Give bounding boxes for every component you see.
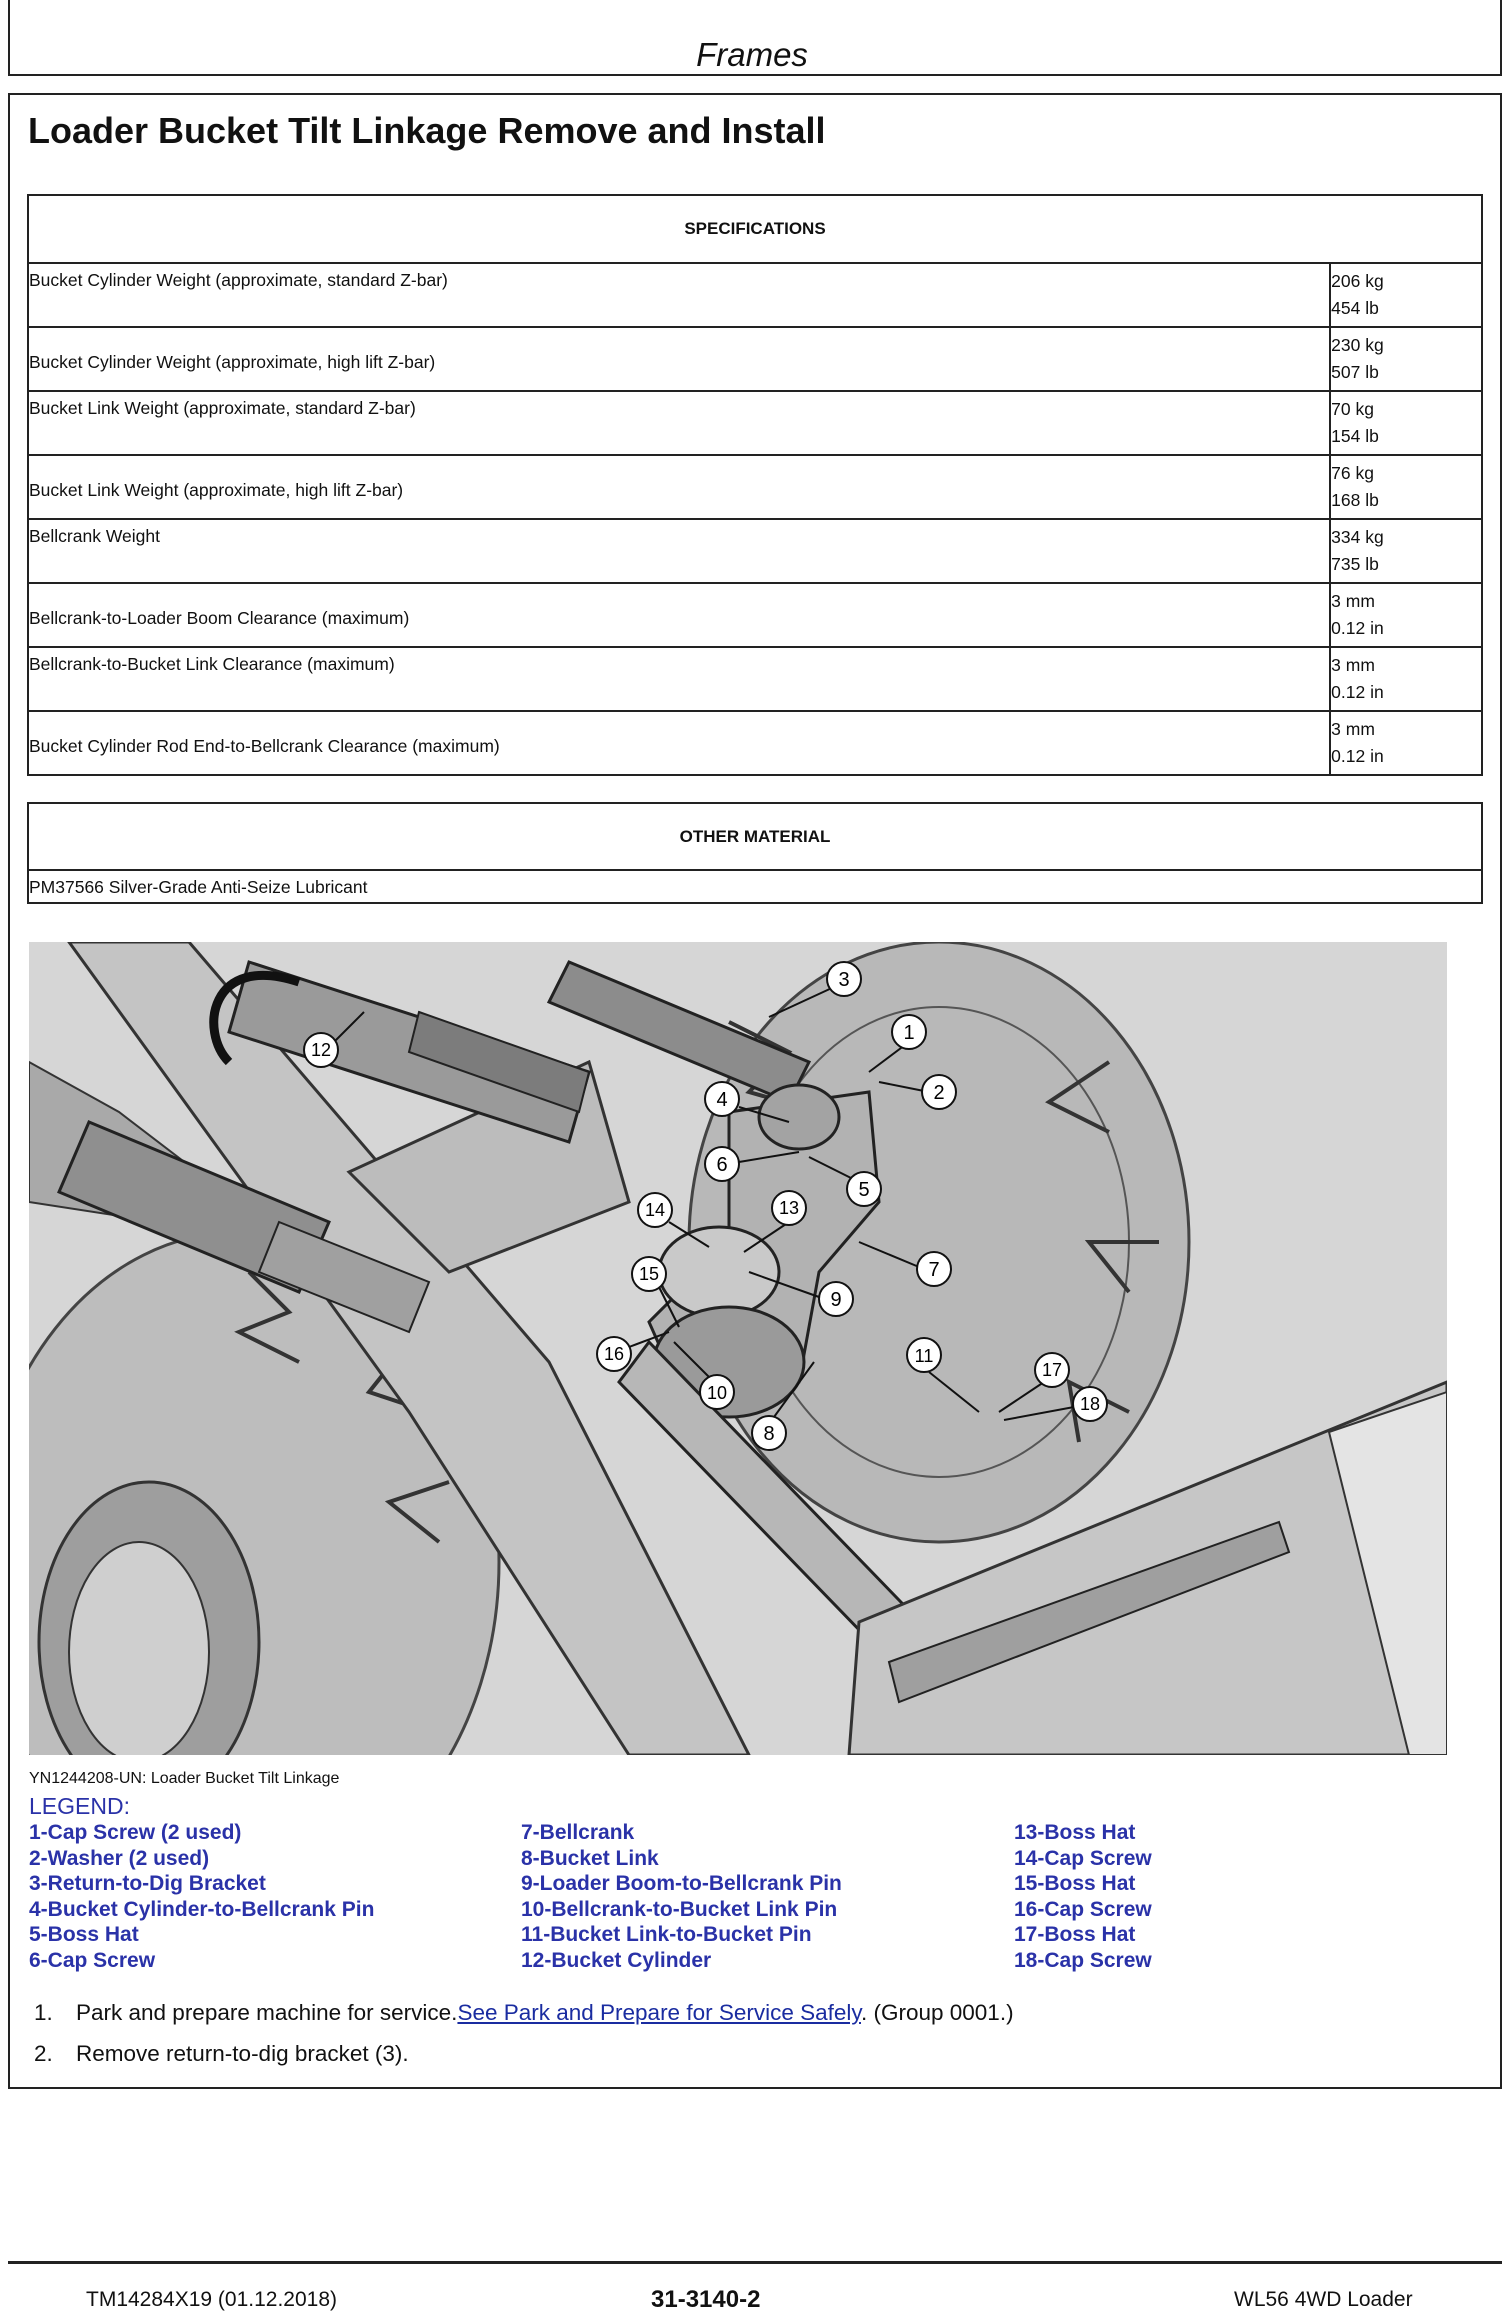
legend-item: 6-Cap Screw: [29, 1948, 156, 1972]
other-material-item: PM37566 Silver-Grade Anti-Seize Lubricant: [28, 870, 1482, 903]
specifications-heading: SPECIFICATIONS: [28, 195, 1482, 263]
spec-label: Bellcrank-to-Bucket Link Clearance (maximum): [28, 647, 1330, 711]
callout-label-13: 13: [778, 1198, 800, 1218]
callout-label-14: 14: [644, 1200, 666, 1220]
spec-label: Bucket Cylinder Weight (approximate, high lift Z-bar): [28, 327, 1330, 391]
callout-label-12: 12: [310, 1040, 332, 1060]
linkage-drawing: [29, 942, 1447, 1755]
legend-column-3: [1014, 1820, 1152, 1974]
legend-item: 16-Cap Screw: [1014, 1897, 1152, 1921]
callout-label-7: 7: [928, 1259, 940, 1281]
spec-imperial: 0.12 in: [1331, 618, 1384, 638]
callout-label-5: 5: [858, 1179, 870, 1201]
other-material-table: [27, 802, 1483, 904]
figure-caption: YN1244208-UN: Loader Bucket Tilt Linkage: [29, 1770, 340, 1787]
legend-item: 11-Bucket Link-to-Bucket Pin: [521, 1923, 812, 1947]
spec-metric: 3 mm: [1331, 591, 1375, 611]
spec-imperial: 154 lb: [1331, 426, 1379, 446]
legend-item: 18-Cap Screw: [1014, 1948, 1152, 1972]
section-title: Frames: [696, 36, 808, 73]
linkage-illustration: [29, 942, 1447, 1755]
spec-imperial: 0.12 in: [1331, 682, 1384, 702]
spec-label: Bucket Link Weight (approximate, standard Z-bar): [28, 391, 1330, 455]
spec-metric: 334 kg: [1331, 527, 1384, 547]
spec-imperial: 735 lb: [1331, 554, 1379, 574]
legend-item: 12-Bucket Cylinder: [521, 1948, 712, 1972]
spec-value: [1330, 519, 1482, 583]
legend-item: 17-Boss Hat: [1014, 1923, 1136, 1947]
callout-label-15: 15: [638, 1264, 660, 1284]
specifications-table: [27, 194, 1483, 776]
legend-item: 5-Boss Hat: [29, 1923, 139, 1947]
park-and-prepare-link[interactable]: See Park and Prepare for Service Safely: [457, 2000, 861, 2025]
callout-label-4: 4: [716, 1089, 728, 1111]
spec-value: [1330, 263, 1482, 327]
footer-model: WL56 4WD Loader: [1234, 2288, 1413, 2311]
spec-imperial: 168 lb: [1331, 490, 1379, 510]
spec-imperial: 507 lb: [1331, 362, 1379, 382]
spec-label: Bellcrank Weight: [28, 519, 1330, 583]
spec-row: [28, 391, 1482, 455]
step-number: 2.: [34, 2041, 53, 2066]
legend-item: 2-Washer (2 used): [29, 1846, 210, 1870]
footer-page-number: 31-3140-2: [651, 2286, 761, 2313]
legend-item: 3-Return-to-Dig Bracket: [29, 1872, 266, 1896]
spec-label: Bellcrank-to-Loader Boom Clearance (maximum): [28, 583, 1330, 647]
spec-label: Bucket Cylinder Weight (approximate, standard Z-bar): [28, 263, 1330, 327]
spec-metric: 206 kg: [1331, 271, 1384, 291]
step-number: 1.: [34, 2000, 53, 2025]
legend-item: 10-Bellcrank-to-Bucket Link Pin: [521, 1897, 838, 1921]
legend-column-1: [29, 1820, 374, 1974]
step-text-after: . (Group 0001.): [860, 2000, 1014, 2025]
legend-item: 4-Bucket Cylinder-to-Bellcrank Pin: [29, 1897, 375, 1921]
callout-label-9: 9: [830, 1289, 842, 1311]
step-text: Park and prepare machine for service.: [76, 2000, 458, 2025]
footer-divider: [8, 2261, 1502, 2264]
spec-value: [1330, 391, 1482, 455]
step-2: [34, 2041, 1014, 2082]
legend-item: 7-Bellcrank: [521, 1821, 635, 1844]
legend-title: LEGEND:: [29, 1793, 130, 1819]
spec-imperial: 0.12 in: [1331, 746, 1384, 766]
legend-item: 14-Cap Screw: [1014, 1846, 1152, 1870]
spec-row: [28, 647, 1482, 711]
spec-value: [1330, 583, 1482, 647]
callout-label-6: 6: [716, 1154, 728, 1176]
spec-metric: 3 mm: [1331, 655, 1375, 675]
legend-column-2: [521, 1820, 842, 1974]
legend-item: 1-Cap Screw (2 used): [29, 1821, 242, 1844]
legend-item: 8-Bucket Link: [521, 1846, 659, 1870]
spec-row: [28, 455, 1482, 519]
callout-label-10: 10: [706, 1383, 728, 1403]
callout-label-2: 2: [933, 1082, 945, 1104]
legend-item: 9-Loader Boom-to-Bellcrank Pin: [521, 1872, 842, 1896]
callout-label-16: 16: [603, 1344, 625, 1364]
spec-row: [28, 519, 1482, 583]
callout-label-1: 1: [903, 1022, 915, 1044]
spec-label: Bucket Cylinder Rod End-to-Bellcrank Clearance (maximum): [28, 711, 1330, 775]
spec-metric: 3 mm: [1331, 719, 1375, 739]
callout-label-8: 8: [763, 1423, 775, 1445]
spec-metric: 230 kg: [1331, 335, 1384, 355]
spec-imperial: 454 lb: [1331, 298, 1379, 318]
spec-value: [1330, 327, 1482, 391]
spec-value: [1330, 711, 1482, 775]
other-material-heading: OTHER MATERIAL: [28, 803, 1482, 870]
legend-item: 15-Boss Hat: [1014, 1872, 1136, 1896]
spec-row: [28, 711, 1482, 775]
spec-label: Bucket Link Weight (approximate, high lift Z-bar): [28, 455, 1330, 519]
page-title: Loader Bucket Tilt Linkage Remove and Install: [28, 110, 826, 151]
legend-item: 13-Boss Hat: [1014, 1821, 1136, 1844]
spec-row: [28, 583, 1482, 647]
spec-value: [1330, 647, 1482, 711]
step-1: [34, 2000, 1014, 2041]
callout-label-3: 3: [838, 969, 850, 991]
callout-label-17: 17: [1041, 1360, 1063, 1380]
procedure-steps: [34, 2000, 1014, 2082]
spec-row: [28, 263, 1482, 327]
callout-label-18: 18: [1079, 1394, 1101, 1414]
spec-metric: 70 kg: [1331, 399, 1374, 419]
footer-doc-id: TM14284X19 (01.12.2018): [86, 2288, 338, 2311]
callout-label-11: 11: [914, 1346, 934, 1366]
spec-row: [28, 327, 1482, 391]
step-text: Remove return-to-dig bracket (3).: [76, 2041, 409, 2066]
spec-value: [1330, 455, 1482, 519]
spec-metric: 76 kg: [1331, 463, 1374, 483]
